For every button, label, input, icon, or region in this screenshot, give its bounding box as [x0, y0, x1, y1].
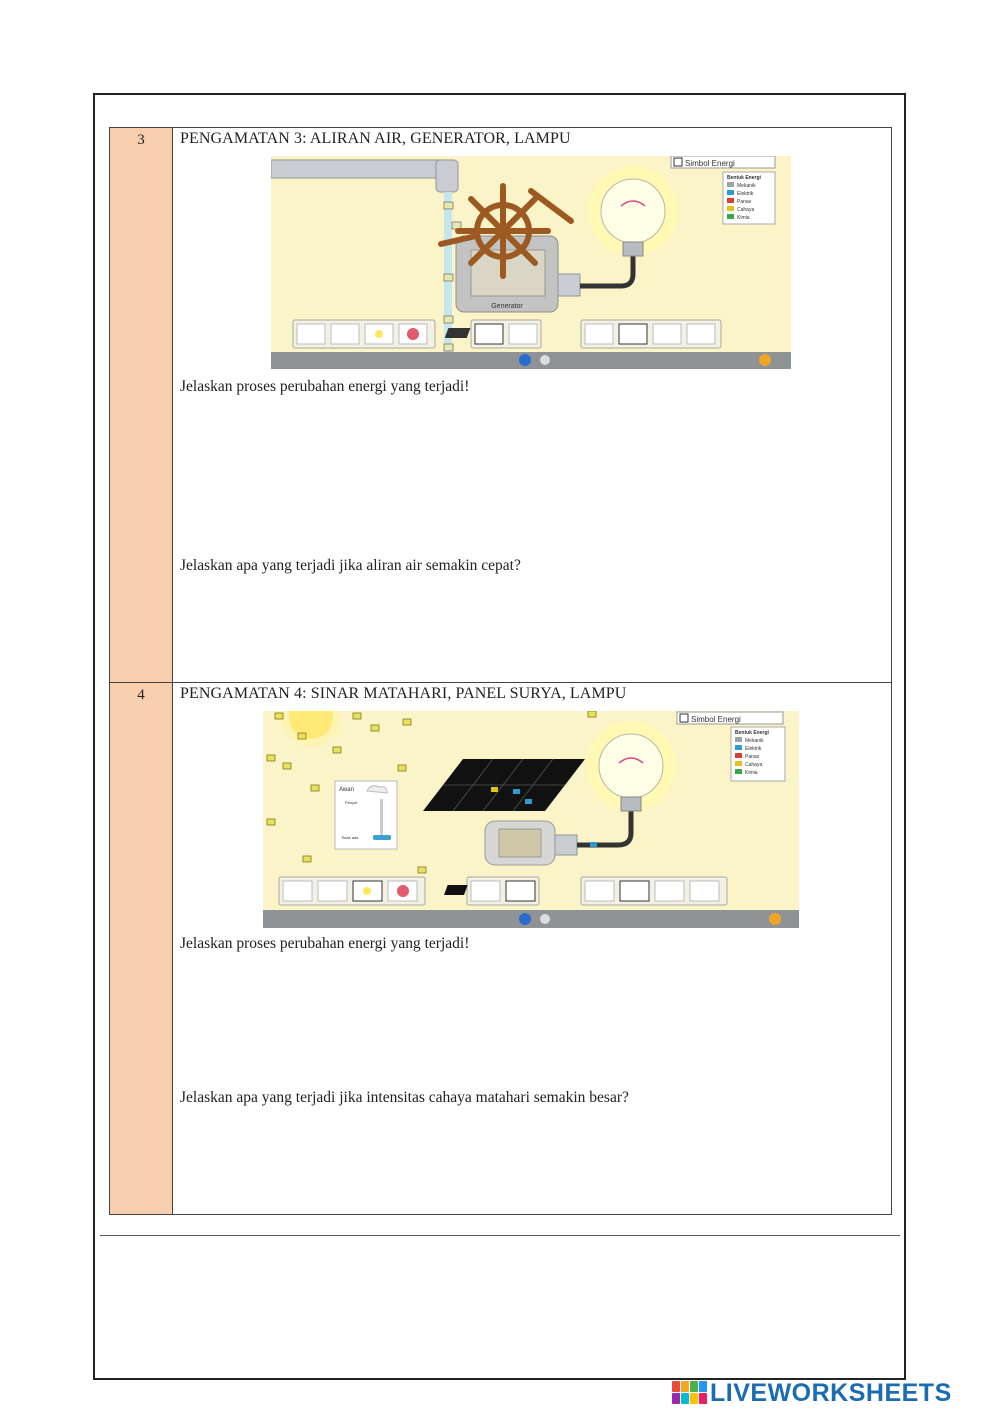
simulation-screenshot-water-generator	[271, 156, 791, 369]
generator-label: Generator	[491, 303, 523, 310]
row-number: 3	[137, 132, 145, 148]
cloud-slider[interactable]	[373, 835, 391, 840]
table-row-3	[109, 127, 892, 683]
question-energy-change: Jelaskan proses perubahan energi yang terjadi!	[180, 378, 470, 395]
checkbox-label: Simbol Energi	[691, 715, 741, 724]
logo-text: LIVEWORKSHEETS	[710, 1378, 952, 1407]
logo-badge-icon	[672, 1381, 706, 1405]
row-number: 4	[137, 687, 145, 703]
legend-item: Kimia	[745, 770, 758, 776]
legend-item: Mekanik	[745, 738, 764, 744]
legend-item: Cahaya	[745, 762, 763, 768]
question-faster-water: Jelaskan apa yang terjadi jika aliran air semakin cepat?	[180, 557, 521, 574]
number-column	[110, 683, 173, 1214]
question-energy-change: Jelaskan proses perubahan energi yang terjadi!	[180, 935, 470, 952]
legend-item: Elektrik	[745, 746, 762, 752]
simulation-screenshot-solar-panel	[263, 711, 799, 928]
cloud-label: Penyel	[345, 800, 358, 805]
table-row-4	[109, 682, 892, 1215]
cloud-label: Tidak ada	[341, 835, 359, 840]
liveworksheets-logo	[672, 1380, 952, 1406]
checkbox-label: Simbol Energi	[685, 159, 735, 168]
divider	[100, 1235, 900, 1236]
legend-title: Bentuk Energi	[735, 730, 769, 736]
legend-item: Cahaya	[737, 207, 755, 213]
legend-item: Kimia	[737, 215, 750, 221]
row-title: PENGAMATAN 4: SINAR MATAHARI, PANEL SURYA, LAMPU	[180, 685, 627, 702]
legend-item: Mekanik	[737, 183, 756, 189]
legend-item: Panas	[737, 199, 752, 205]
question-stronger-sunlight: Jelaskan apa yang terjadi jika intensitas cahaya matahari semakin besar?	[180, 1089, 629, 1106]
cloud-panel-title: Awan	[339, 787, 354, 793]
legend-title: Bentuk Energi	[727, 175, 761, 181]
number-column	[110, 128, 173, 682]
legend-item: Panas	[745, 754, 760, 760]
row-title: PENGAMATAN 3: ALIRAN AIR, GENERATOR, LAMPU	[180, 130, 571, 147]
legend-item: Elektrik	[737, 191, 754, 197]
